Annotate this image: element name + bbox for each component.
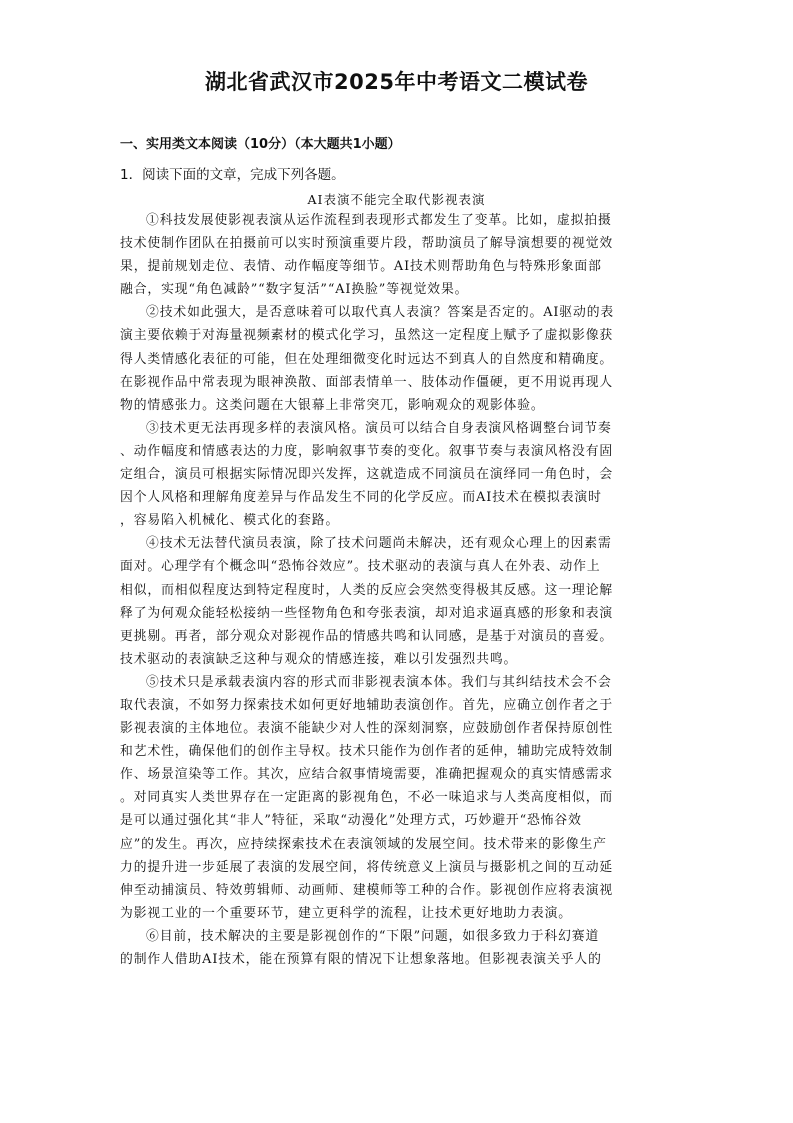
article-line: 技术使制作团队在拍摄前可以实时预演重要片段，帮助演员了解导演想要的视觉效 [120,236,614,252]
article-line: 面对。心理学有个概念叫“恐怖谷效应”。技术驱动的表演与真人在外表、动作上 [120,559,601,575]
article-line: 得人类情感化表征的可能，但在处理细微变化时远达不到真人的自然度和精确度。 [120,351,614,367]
page-title: 湖北省武汉市2025年中考语文二模试卷 [205,70,588,94]
article-line: 物的情感张力。这类问题在大银幕上非常突兀，影响观众的观影体验。 [120,397,545,413]
article-line: 作、场景渲染等工作。其次，应结合叙事情境需要，准确把握观众的真实情感需求 [120,767,614,783]
article-line: ⑤技术只是承载表演内容的形式而非影视表演本体。我们与其纠结技术会不会 [146,674,612,690]
article-title: AI表演不能完全取代影视表演 [307,192,486,207]
article-line: 技术驱动的表演缺乏这种与观众的情感连接，难以引发强烈共鸣。 [120,651,518,667]
article-line: 影视表演的主体地位。表演不能缺少对人性的深刻洞察，应鼓励创作者保持原创性 [120,721,614,737]
article-line: ⑥目前，技术解决的主要是影视创作的“下限”问题，如很多致力于科幻赛道 [146,928,600,944]
article-line: 和艺术性，确保他们的创作主导权。技术只能作为创作者的延伸，辅助完成特效制 [120,744,614,760]
article-line: 伸至动捕演员、特效剪辑师、动画师、建模师等工种的合作。影视创作应将表演视 [120,882,614,898]
section-heading: 一、实用类文本阅读（10分）（本大题共1小题） [120,137,401,152]
article-line: 融合，实现“角色减龄”“数字复活”“AI换脸”等视觉效果。 [120,282,469,298]
article-line: 是可以通过强化其“非人”特征，采取“动漫化”处理方式，巧妙避开“恐怖谷效 [120,813,582,829]
article-line: 。对同真实人类世界存在一定距离的影视角色，不必一味追求与人类高度相似，而 [120,790,614,806]
article-line: 应”的发生。再次，应持续探索技术在表演领域的发展空间。技术带来的影像生产 [120,836,607,852]
question-prompt: 1．阅读下面的文章，完成下列各题。 [120,167,345,183]
article-line: 在影视作品中常表现为眼神涣散、面部表情单一、肢体动作僵硬，更不用说再现人 [120,374,614,390]
article-line: 演主要依赖于对海量视频素材的模式化学习，虽然这一定程度上赋予了虚拟影像获 [120,328,614,344]
article-line: 的制作人借助AI技术，能在预算有限的情况下让想象落地。但影视表演关乎人的 [120,952,602,967]
article-line: ①科技发展使影视表演从运作流程到表现形式都发生了变革。比如，虚拟拍摄 [146,213,612,228]
article-line: 定组合，演员可根据实际情况即兴发挥，这就造成不同演员在演绎同一角色时，会 [120,467,614,483]
article-line: 果，提前规划走位、表情、动作幅度等细节。AI技术则帮助角色与特殊形象面部 [120,259,602,275]
article-line: ③技术更无法再现多样的表演风格。演员可以结合自身表演风格调整台词节奏 [146,420,612,436]
article-body [120,209,672,971]
article-line: 、动作幅度和情感表达的力度，影响叙事节奏的变化。叙事节奏与表演风格没有固 [120,443,614,459]
article-line: 力的提升进一步延展了表演的发展空间，将传统意义上演员与摄影机之间的互动延 [120,859,614,875]
article-line: ②技术如此强大，是否意味着可以取代真人表演？答案是否定的。AI驱动的表 [146,305,615,321]
article-line: 为影视工业的一个重要环节，建立更科学的流程，让技术更好地助力表演。 [120,905,572,921]
article-line: ，容易陷入机械化、模式化的套路。 [120,513,340,529]
article-line: 更挑剔。再者，部分观众对影视作品的情感共鸣和认同感，是基于对演员的喜爱。 [120,628,614,644]
article-line: 因个人风格和理解角度差异与作品发生不同的化学反应。而AI技术在模拟表演时 [120,490,602,506]
article-line: 取代表演，不如努力探索技术如何更好地辅助表演创作。首先，应确立创作者之于 [120,697,614,713]
article-line: 相似，而相似程度达到特定程度时，人类的反应会突然变得极其反感。这一理论解 [120,582,614,598]
article-line: 释了为何观众能轻松接纳一些怪物角色和夸张表演，却对追求逼真感的形象和表演 [120,605,614,621]
article-line: ④技术无法替代演员表演，除了技术问题尚未解决，还有观众心理上的因素需 [146,536,612,552]
